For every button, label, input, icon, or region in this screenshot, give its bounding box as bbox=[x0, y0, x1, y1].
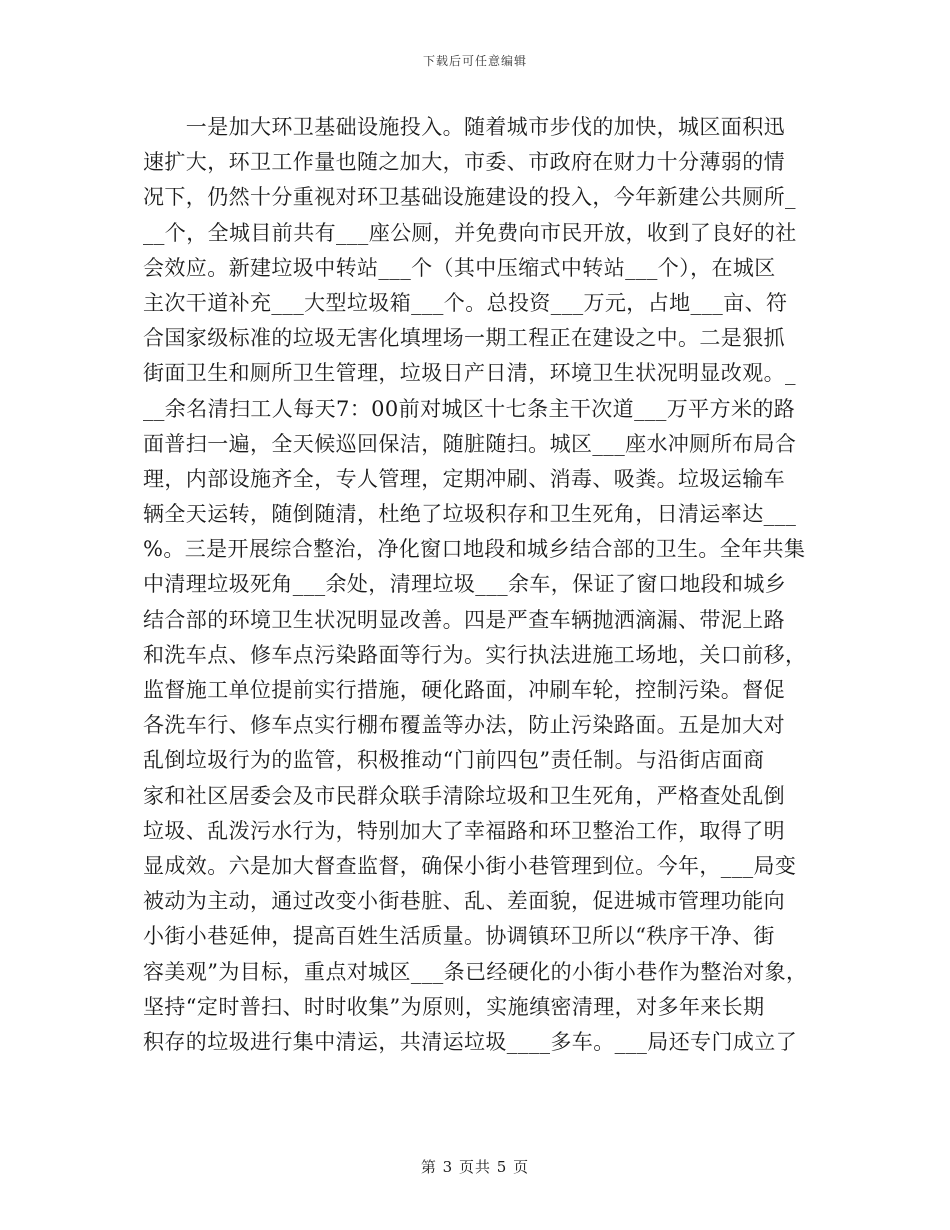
text-line: __个，全城目前共有___座公厕，并免费向市民开放，收到了良好的社 bbox=[143, 220, 797, 245]
text-line: 理，内部设施齐全，专人管理，定期冲刷、消毒、吸粪。垃圾运输车 bbox=[143, 466, 785, 491]
text-line: 结合部的环境卫生状况明显改善。四是严查车辆抛洒滴漏、带泥上路 bbox=[143, 607, 785, 632]
text-line: 辆全天运转，随倒随清，杜绝了垃圾积存和卫生死角，日清运率达___ bbox=[143, 502, 797, 527]
text-line: 垃圾、乱泼污水行为，特别加大了幸福路和环卫整治工作，取得了明 bbox=[143, 818, 785, 843]
text-line: 坚持“定时普扫、时时收集”为原则，实施缜密清理，对多年来长期 bbox=[143, 994, 765, 1019]
text-line: __余名清扫工人每天7：00前对城区十七条主干次道___万平方米的路 bbox=[143, 396, 796, 421]
text-line: 合国家级标准的垃圾无害化填埋场一期工程正在建设之中。二是狠抓 bbox=[143, 326, 785, 351]
text-line: 一是加大环卫基础设施投入。随着城市步伐的加快，城区面积迅 bbox=[143, 115, 785, 139]
text-line: 监督施工单位提前实行措施，硬化路面，冲刷车轮，控制污染。督促 bbox=[143, 678, 785, 702]
text-line: 速扩大，环卫工作量也随之加大，市委、市政府在财力十分薄弱的情 bbox=[143, 150, 785, 175]
text-line: 小街小巷延伸，提高百姓生活质量。协调镇环卫所以“秩序干净、街 bbox=[143, 924, 775, 949]
text-line: 和洗车点、修车点污染路面等行为。实行执法进施工场地，关口前移， bbox=[143, 642, 807, 667]
page-number-footer: 第 3 页共 5 页 bbox=[420, 1158, 530, 1176]
text-line: 容美观”为目标，重点对城区___条已经硬化的小街小巷作为整治对象， bbox=[143, 959, 808, 984]
text-line: 主次干道补充___大型垃圾箱___个。总投资___万元，占地___亩、符 bbox=[143, 290, 788, 315]
page-header-note: 下载后可任意编辑 bbox=[422, 54, 527, 68]
body-paragraph bbox=[143, 110, 808, 1060]
text-line: 中清理垃圾死角___余处，清理垃圾___余车，保证了窗口地段和城乡 bbox=[143, 572, 787, 597]
text-line: 面普扫一遍，全天候巡回保洁，随脏随扫。城区___座水冲厕所布局合 bbox=[143, 431, 797, 456]
text-line: 家和社区居委会及市民群众联手清除垃圾和卫生死角，严格查处乱倒 bbox=[143, 783, 785, 808]
text-line: 街面卫生和厕所卫生管理，垃圾日产日清，环境卫生状况明显改观。_ bbox=[143, 361, 796, 386]
text-line: 乱倒垃圾行为的监管，积极推动“门前四包”责任制。与沿街店面商 bbox=[143, 748, 765, 773]
text-line: 况下，仍然十分重视对环卫基础设施建设的投入，今年新建公共厕所_ bbox=[143, 185, 796, 210]
text-line: 会效应。新建垃圾中转站___个（其中压缩式中转站___个），在城区 bbox=[143, 255, 776, 280]
text-line: 积存的垃圾进行集中清运，共清运垃圾____多车。___局还专门成立了 bbox=[143, 1029, 798, 1054]
text-line: 显成效。六是加大督查监督，确保小街小巷管理到位。今年，___局变 bbox=[143, 853, 797, 878]
text-line: 各洗车行、修车点实行棚布覆盖等办法，防止污染路面。五是加大对 bbox=[143, 713, 785, 738]
text-line: %。三是开展综合整治，净化窗口地段和城乡结合部的卫生。全年共集 bbox=[143, 537, 806, 562]
text-line: 被动为主动，通过改变小街巷脏、乱、差面貌，促进城市管理功能向 bbox=[143, 889, 785, 914]
